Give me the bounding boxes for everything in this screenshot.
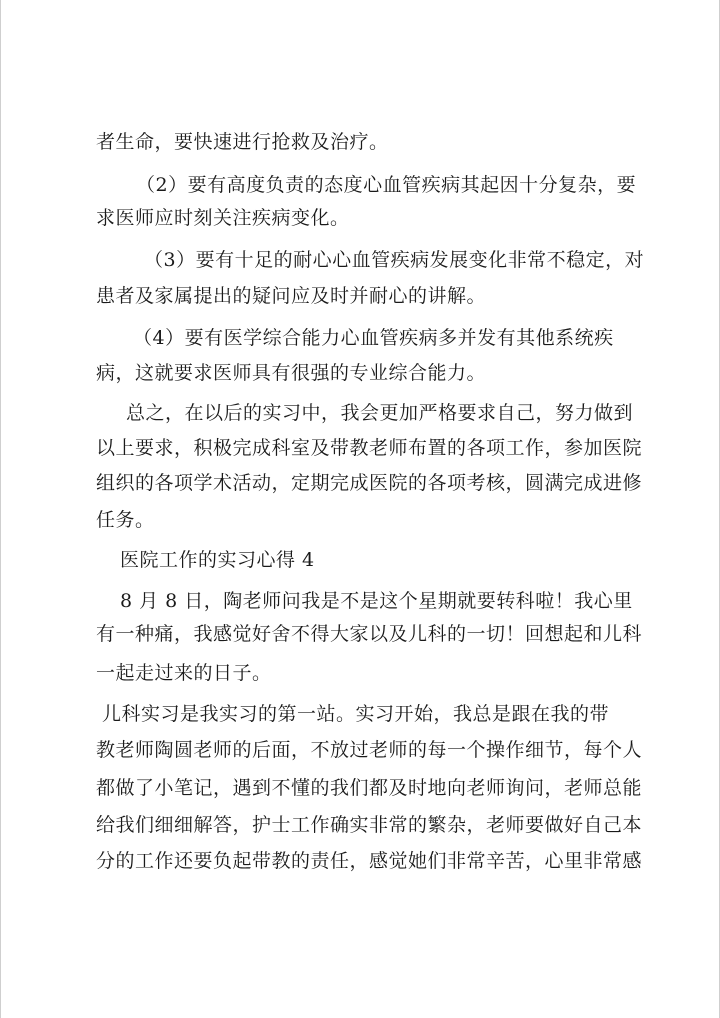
- text-line: （2）要有高度负责的态度心血管疾病其起因十分复杂，要: [136, 174, 637, 196]
- text-line: 总之，在以后的实习中，我会更加严格要求自己，努力做到: [126, 402, 634, 424]
- text-line: 以上要求，积极完成科室及带教老师布置的各项工作，参加医院: [96, 437, 643, 459]
- text-line: 有一种痛，我感觉好舍不得大家以及儿科的一切！回想起和儿科: [96, 623, 643, 645]
- text-line: 给我们细细解答，护士工作确实非常的繁杂，老师要做好自己本: [96, 814, 643, 836]
- text-line: 都做了小笔记，遇到不懂的我们都及时地向老师询问，老师总能: [96, 777, 643, 799]
- text-line: 组织的各项学术活动，定期完成医院的各项考核，圆满完成进修: [96, 472, 643, 494]
- text-line: （4）要有医学综合能力心血管疾病多并发有其他系统疾: [133, 327, 614, 349]
- text-line: 分的工作还要负起带教的责任，感觉她们非常辛苦，心里非常感: [96, 850, 643, 872]
- text-line: 8 月 8 日，陶老师问我是不是这个星期就要转科啦！我心里: [120, 590, 633, 612]
- text-line: 求医师应时刻关注疾病变化。: [96, 207, 350, 229]
- text-line: （3）要有十足的耐心心血管疾病发展变化非常不稳定，对: [144, 249, 645, 271]
- text-line: 儿科实习是我实习的第一站。实习开始，我总是跟在我的带: [102, 703, 610, 725]
- text-line: 者生命，要快速进行抢救及治疗。: [96, 131, 389, 153]
- text-line: 教老师陶圆老师的后面，不放过老师的每一个操作细节，每个人: [96, 739, 643, 761]
- section-heading: 医院工作的实习心得 4: [120, 549, 315, 571]
- text-line: 任务。: [96, 509, 155, 531]
- text-line: 一起走过来的日子。: [96, 662, 272, 684]
- text-line: 患者及家属提出的疑问应及时并耐心的讲解。: [96, 285, 487, 307]
- text-line: 病，这就要求医师具有很强的专业综合能力。: [96, 362, 487, 384]
